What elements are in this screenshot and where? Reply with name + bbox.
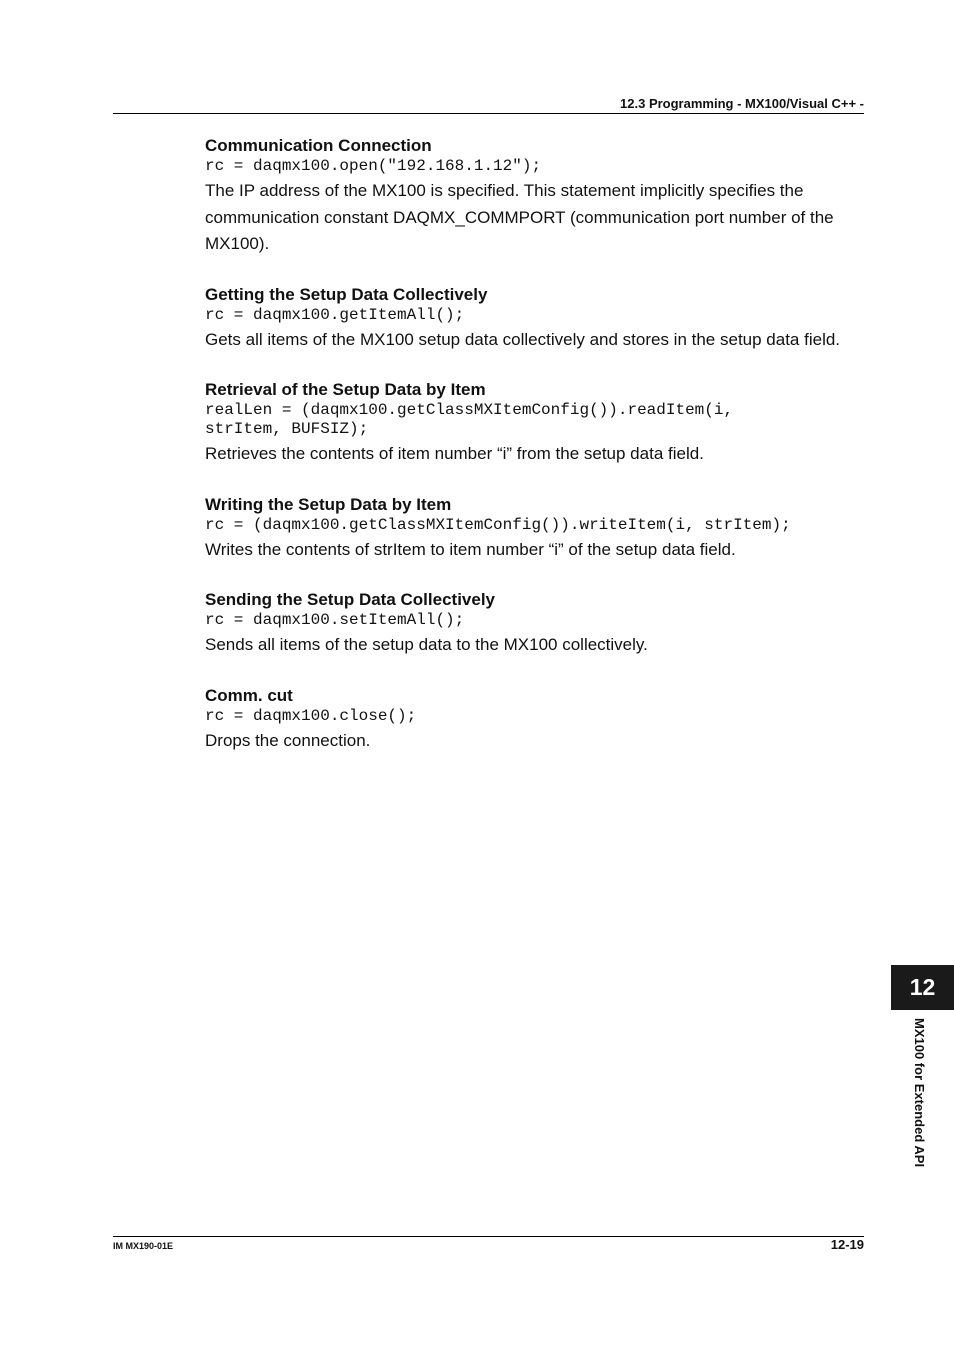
- section-retrieve-setup-by-item: [205, 379, 870, 468]
- page-number: 12-19: [830, 1237, 864, 1252]
- section-get-setup-collectively: [205, 284, 870, 354]
- section-communication-connection: [205, 135, 870, 258]
- section-description: Gets all items of the MX100 setup data collectively and stores in the setup data field.: [205, 329, 841, 349]
- section-heading: Getting the Setup Data Collectively: [205, 284, 488, 304]
- chapter-tab: 12: [891, 965, 954, 1010]
- header-rule: [113, 113, 864, 114]
- chapter-side-title: MX100 for Extended API: [912, 1018, 927, 1168]
- code-line: rc = daqmx100.close();: [205, 706, 417, 725]
- code-line: rc = daqmx100.open("192.168.1.12");: [205, 157, 542, 175]
- section-heading: Writing the Setup Data by Item: [205, 494, 452, 514]
- code-line: realLen = (daqmx100.getClassMXItemConfig()).readItem(i, strItem, BUFSIZ);: [205, 401, 734, 438]
- section-comm-cut: [205, 685, 870, 755]
- running-header: 12.3 Programming - MX100/Visual C++ -: [620, 96, 864, 111]
- section-description: Drops the connection.: [205, 730, 371, 750]
- section-heading: Communication Connection: [205, 136, 432, 155]
- section-write-setup-by-item: [205, 494, 870, 564]
- code-line: rc = (daqmx100.getClassMXItemConfig()).writeItem(i, strItem);: [205, 515, 791, 534]
- document-id: IM MX190-01E: [113, 1241, 174, 1251]
- section-send-setup-collectively: [205, 589, 870, 659]
- section-heading: Sending the Setup Data Collectively: [205, 590, 496, 609]
- section-description: Sends all items of the setup data to the MX100 collectively.: [205, 635, 648, 654]
- section-heading: Retrieval of the Setup Data by Item: [205, 380, 486, 399]
- section-description: Retrieves the contents of item number “i” from the setup data field.: [205, 444, 704, 463]
- footer-rule: [113, 1236, 864, 1237]
- code-line: rc = daqmx100.setItemAll();: [205, 611, 465, 629]
- main-content: [205, 135, 870, 780]
- section-description: The IP address of the MX100 is specified. This statement implicitly specifies the communication constant DAQMX_COMMPORT (communication port number of the MX100).: [205, 181, 834, 253]
- section-heading: Comm. cut: [205, 685, 293, 705]
- section-description: Writes the contents of strItem to item number “i” of the setup data field.: [205, 539, 736, 559]
- code-line: rc = daqmx100.getItemAll();: [205, 305, 465, 324]
